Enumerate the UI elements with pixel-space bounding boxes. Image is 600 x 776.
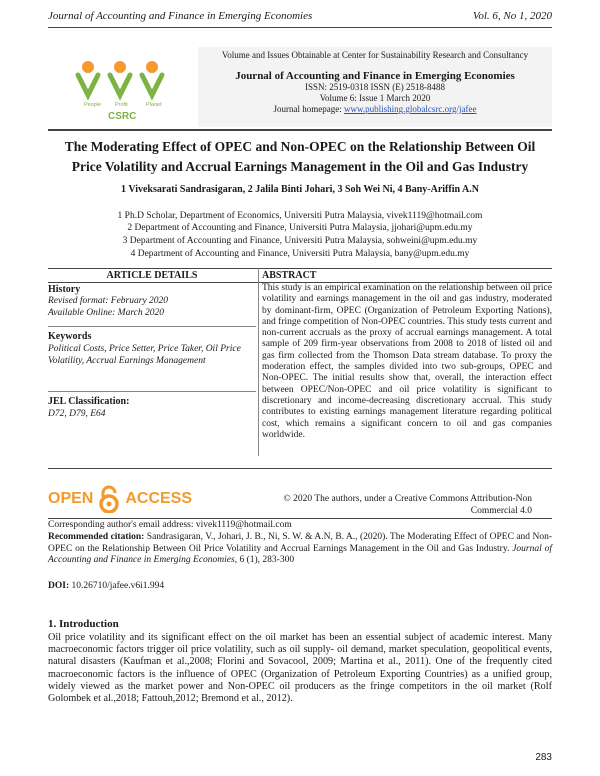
header-rule — [48, 27, 552, 28]
available-online: Available Online: March 2020 — [48, 308, 164, 318]
authors: 1 Viveksarati Sandrasigaran, 2 Jalila Binti Johari, 3 Soh Wei Ni, 4 Bany-Ariffin A.N — [121, 184, 479, 195]
oa-rule-top — [48, 468, 552, 469]
running-head — [48, 10, 552, 22]
masthead-journal: Journal of Accounting and Finance in Emerging Economies — [235, 70, 515, 82]
affiliation-4: 4 Department of Accounting and Finance, Universiti Putra Malaysia, bany@upm.edu.my — [130, 249, 470, 259]
open-access-left: OPEN — [48, 490, 94, 507]
jel-codes: D72, D79, E64 — [48, 409, 106, 419]
logo-profit: Profit — [115, 102, 128, 108]
homepage-label: Journal homepage: — [273, 104, 342, 114]
history-label: History — [48, 284, 81, 295]
citation-pages: , 6 (1), 283-300 — [234, 555, 295, 565]
affiliation-2: 2 Department of Accounting and Finance, Universiti Putra Malaysia, jjohari@upm.edu.my — [127, 223, 473, 233]
keywords-label: Keywords — [48, 331, 92, 342]
masthead-issn: ISSN: 2519-0318 ISSN (E) 2518-8488 — [304, 82, 445, 92]
citation-journal: Journal of Accounting and Finance in Emerging Economies — [48, 543, 553, 565]
details-divider-1 — [48, 326, 256, 327]
open-access-right: ACCESS — [125, 490, 193, 507]
masthead-top-line: Volume and Issues Obtainable at Center for Sustainability Research and Consultancy — [221, 50, 529, 60]
running-head-volume: Vol. 6, No 1, 2020 — [472, 10, 552, 22]
open-access-logo — [48, 485, 192, 513]
paper-title: The Moderating Effect of OPEC and Non-OPEC on the Relationship Between Oil Price Volatility and Accrual Earnings Management in the Oil and Gas Industry — [64, 139, 536, 174]
page-number: 283 — [535, 752, 552, 763]
csrc-logo — [48, 47, 198, 127]
doi — [48, 581, 552, 593]
masthead — [48, 47, 552, 127]
column-divider — [258, 268, 259, 456]
citation-text: Sandrasigaran, V., Johari, J. B., Ni, S. W. & A.N, B. A., (2020). The Moderating Effect of OPEC and Non-OPEC on the Relationship Between Oil Price Volatility and Accrual Earnings Management in the Oil and Gas Industry. — [48, 532, 552, 554]
csrc-logo-icon — [48, 47, 198, 127]
affiliation-1: 1 Ph.D Scholar, Department of Economics, Universiti Putra Malaysia, vivek1119@hotmail.com — [117, 211, 483, 221]
affiliation-3: 3 Department of Accounting and Finance, Universiti Putra Malaysia, sohweini@upm.edu.my — [122, 236, 478, 246]
citation-label: Recommended citation: — [48, 532, 145, 542]
doi-value[interactable]: 10.26710/jafee.v6i1.994 — [71, 581, 165, 591]
jel-label: JEL Classification: — [48, 396, 130, 407]
abstract-text: This study is an empirical examination on the relationship between oil price volatility and earnings management in the oil and gas industry, moderated by dominant-firm, OPEC (Organization of Petroleum Exporting Nations), and fringe competition of Non-OPEC countries. This study tests current and non-current accruals as the proxy of accrual earnings management. A total sample of 209 firm-year observations from 2008 to 2018 of listed oil and gas firm collected from the Thomson Data stream database. To proxy the moderation effect, the samples divided into two sub-groups, OPEC and Non-OPEC. The initial results show that, overall, the interaction effect between OPEC/Non-OPEC and oil price volatility is significant to discretionary and income-decreasing discretionary accrual. This study contributes to existing earnings management literature regarding political cost, which remains a significant concern to oil and gas companies worldwide. — [262, 283, 552, 440]
masthead-rule — [48, 129, 552, 131]
logo-text: CSRC — [108, 111, 137, 122]
running-head-journal: Journal of Accounting and Finance in Emerging Economies — [48, 10, 313, 22]
keywords: Political Costs, Price Setter, Price Taker, Oil Price Volatility, Accrual Earnings Management — [48, 344, 241, 366]
corresponding-author: Corresponding author's email address: vivek1119@hotmail.com — [48, 520, 292, 530]
details-rule-top — [48, 268, 552, 269]
copyright-notice: © 2020 The authors, under a Creative Commons Attribution-Non Commercial 4.0 — [283, 494, 532, 516]
introduction-text: Oil price volatility and its significant effect on the oil market has been an essential subject of academic interest. Many macroeconomic factors trigger oil price volatility, such as oil supply- oil demand, market speculation, geopolitical events, natural disasters (Kaufman et al.,2008; Florini and Sovacool, 2009; Martina et al., 2011). One of the frequently cited macroeconomic factors is the influence of OPEC (Organization of Petroleum Exporting Countries) as a unified group, widely viewed as the market power and Non-OPEC oil producers as the fringe competitors in the oil market (Rolf Golombek et al.,2018; Fattouh,2012; Bremond et al., 2012). — [48, 632, 552, 705]
logo-people: People — [84, 102, 102, 108]
padlock-icon — [97, 485, 121, 513]
masthead-issue: Volume 6: Issue 1 March 2020 — [319, 93, 431, 103]
article-details-heading: ARTICLE DETAILS — [106, 270, 198, 281]
recommended-citation — [48, 532, 552, 567]
doi-label: DOI: — [48, 581, 70, 591]
details-divider-2 — [48, 391, 256, 392]
introduction-heading: 1. Introduction — [48, 618, 119, 630]
logo-planet: Planet — [146, 102, 162, 108]
revised-format: Revised format: February 2020 — [48, 296, 169, 306]
oa-rule-bottom — [48, 518, 552, 519]
abstract-heading: ABSTRACT — [262, 270, 317, 281]
homepage-link[interactable]: www.publishing.globalcsrc.org/jafee — [344, 104, 477, 114]
masthead-text — [198, 47, 552, 115]
masthead-homepage — [198, 104, 552, 115]
